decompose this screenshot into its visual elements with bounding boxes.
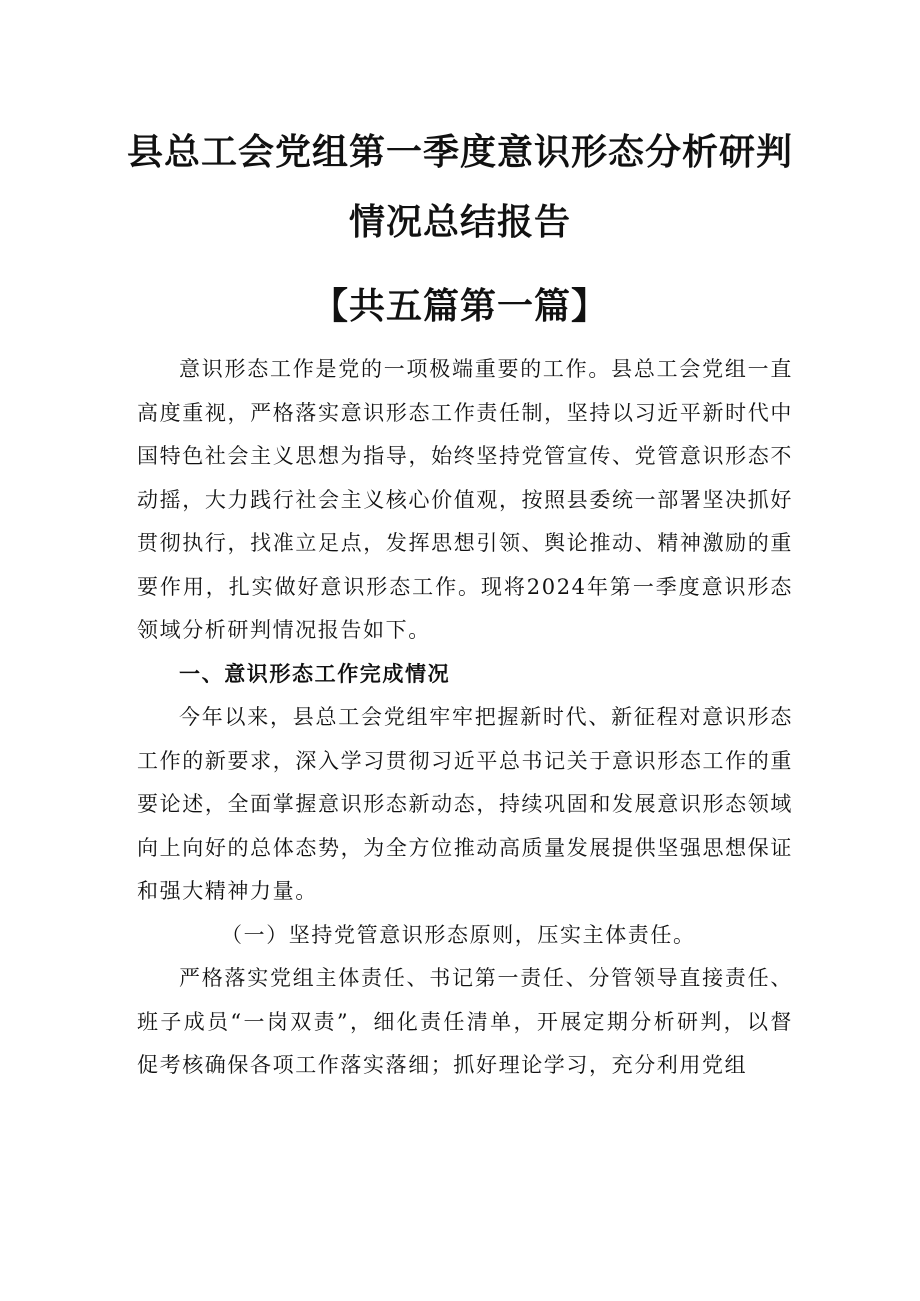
section-paragraph: 今年以来，县总工会党组牢牢把握新时代、新征程对意识形态工作的新要求，深入学习贯彻习近平总书记关于意识形态工作的重要论述，全面掌握意识形态新动态，持续巩固和发展意识形态领域向上向好的总体态势，为全方位推动高质量发展提供坚强思想保证和强大精神力量。 [137,705,793,903]
subsection-paragraph: 严格落实党组主体责任、书记第一责任、分管领导直接责任、班子成员“一岗双责”，细化责任清单，开展定期分析研判，以督促考核确保各项工作落实落细；抓好理论学习，充分利用党组 [137,966,793,1077]
document-body [137,348,793,1088]
intro-paragraph: 意识形态工作是党的一项极端重要的工作。县总工会党组一直高度重视，严格落实意识形态工作责任制，坚持以习近平新时代中国特色社会主义思想为指导，始终坚持党管宣传、党管意识形态不动摇，大力践行社会主义核心价值观，按照县委统一部署坚决抓好贯彻执行，找准立足点，发挥思想引领、舆论推动、精神激励的重要作用，扎实做好意识形态工作。现将2024年第一季度意识形态领域分析研判情况报告如下。 [137,357,793,642]
title-part-label: 【共五篇第一篇】 [311,286,608,327]
title-line-1: 县总工会党组第一季度意识形态分析研判 [126,132,793,173]
subsection-heading: （一）坚持党管意识形态原则，压实主体责任。 [221,922,696,947]
section-heading: 一、意识形态工作完成情况 [179,661,451,686]
title-line-2: 情况总结报告 [348,202,571,243]
